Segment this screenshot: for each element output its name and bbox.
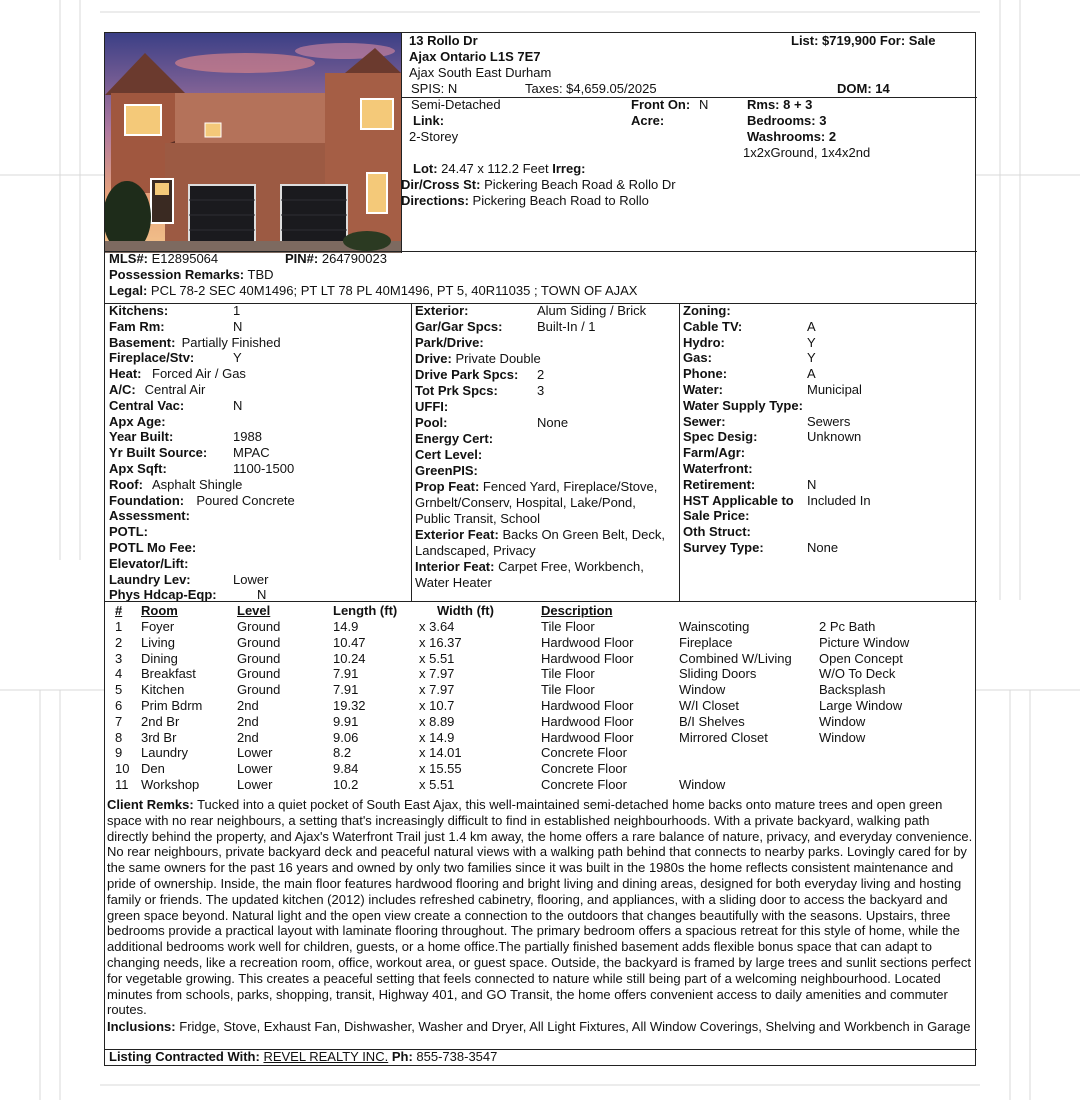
room-cell-d1: Concrete Floor [541,745,627,761]
room-cell-len: 9.84 [333,761,359,777]
room-cell-room: Kitchen [141,682,185,698]
room-cell-d1: Hardwood Floor [541,650,634,666]
utility-label: Cable TV: [683,318,743,334]
detail-value: Poured Concrete [196,492,295,508]
utility-value: A [807,318,816,334]
front-on-value: N [699,97,709,112]
possession-line [109,267,274,283]
room-cell-d2: Wainscoting [679,619,750,634]
room-cell-room: 3rd Br [141,729,177,745]
remarks-label: Client Remks: [107,797,194,812]
rooms-header: Description [541,603,613,618]
pool-label: Pool: [415,415,448,430]
exterior-value: Alum Siding / Brick [537,303,647,318]
directions-line [401,193,649,209]
spis: SPIS: N [411,81,458,96]
room-cell-d2: Window [679,777,726,792]
col-divider-2 [679,303,680,601]
room-cell-level: Lower [237,777,273,792]
room-cell-d2: Sliding Doors [679,666,757,682]
room-cell-level: 2nd [237,698,259,713]
room-cell-len: 7.91 [333,682,359,698]
room-cell-wid: x 7.97 [419,666,455,682]
room-cell-n: 9 [115,745,123,761]
address-line1: 13 Rollo Dr [409,33,478,48]
room-cell-d1: Tile Floor [541,682,595,698]
utility-value: None [807,540,839,555]
brokerage-link[interactable]: REVEL REALTY INC. [263,1049,389,1064]
days-on-market: DOM: 14 [837,81,890,96]
detail-label: Fireplace/Stv: [109,350,195,366]
room-cell-d2: Fireplace [679,634,733,650]
storeys: 2-Storey [409,129,459,144]
room-cell-wid: x 8.89 [419,713,455,729]
cross-street-value: Pickering Beach Road & Rollo Dr [484,177,676,192]
detail-value: Forced Air / Gas [152,366,246,382]
utility-label: Gas: [683,350,712,366]
room-cell-d2: Mirrored Closet [679,729,768,745]
prop-feat-label: Prop Feat: [415,479,480,494]
pool-value: None [537,415,569,430]
detail-label: A/C: [109,382,136,397]
cert-level-label: Cert Level: [415,447,483,462]
detail-label: Phys Hdcap-Eqp: [109,587,217,603]
room-cell-d3: Large Window [819,698,903,713]
pin-value: 264790023 [321,251,387,266]
inclusions-label: Inclusions: [107,1019,176,1034]
room-cell-room: Workshop [141,777,200,792]
room-cell-wid: x 14.01 [419,745,462,761]
prop-feat-line1 [415,479,657,495]
room-cell-d1: Tile Floor [541,666,595,682]
legal-line [109,283,637,299]
room-cell-room: Den [141,761,165,777]
utility-value: Municipal [807,382,862,397]
room-cell-len: 7.91 [333,666,359,682]
detail-value: 1 [233,303,241,318]
cross-street-label: Dir/Cross St: [401,177,481,192]
lot-value: 24.47 x 112.2 Feet [441,161,549,176]
room-cell-n: 2 [115,634,123,650]
room-cell-wid: x 16.37 [419,634,462,650]
utility-value: Included In [807,492,871,508]
legal-label: Legal: [109,283,148,298]
room-cell-d2: Window [679,682,726,698]
detail-label: Heat: [109,366,142,382]
utility-value: Y [807,334,816,350]
possession-label: Possession Remarks: [109,267,245,282]
rooms-header: Length (ft) [333,603,398,618]
phone-label: Ph: [391,1049,413,1064]
uffi-label: UFFI: [415,399,449,414]
detail-label: Laundry Lev: [109,571,191,587]
inclusions-text: Fridge, Stove, Exhaust Fan, Dishwasher, Washer and Dryer, All Light Fixtures, All Window Coverings, Shelving and Workbench in Garage [179,1019,971,1034]
room-cell-d3: Backsplash [819,682,886,698]
room-cell-room: 2nd Br [141,713,180,729]
room-cell-n: 5 [115,682,123,698]
property-photo [105,33,401,253]
utility-value: N [807,476,817,492]
detail-value: 1988 [233,429,262,445]
utility-label: Survey Type: [683,540,764,555]
rooms-header: Room [141,603,178,618]
ext-feat-text1: Backs On Green Belt, Deck, [502,527,666,542]
mls-line [109,251,218,267]
room-cell-room: Foyer [141,619,175,634]
room-cell-room: Prim Bdrm [141,698,203,713]
link-label: Link: [413,113,445,128]
room-cell-n: 10 [115,761,130,777]
utility-value: A [807,366,816,382]
room-cell-d1: Hardwood Floor [541,698,634,713]
rooms-header: Width (ft) [437,603,494,618]
detail-value: Y [233,350,242,366]
room-cell-d2: Combined W/Living [679,650,792,666]
ext-feat-label: Exterior Feat: [415,527,499,542]
room-cell-len: 14.9 [333,619,359,634]
mls-label: MLS#: [109,251,148,266]
listing-sheet [104,32,976,1066]
detail-label: Apx Age: [109,413,166,429]
total-parking-value: 3 [537,383,545,398]
utility-label: Water: [683,382,723,397]
listing-contract-line [109,1049,497,1065]
rooms-rule [105,601,977,602]
detail-label: Kitchens: [109,303,169,318]
detail-label: Assessment: [109,508,190,524]
room-cell-level: 2nd [237,713,259,729]
room-cell-room: Living [141,634,175,650]
room-cell-n: 1 [115,619,123,634]
remarks-text: Tucked into a quiet pocket of South East Ajax, this well-maintained semi-detached home backs onto mature trees and open green space with no rear neighbours, a setting that's increasingly difficult to find in established neighbourhoods. With a private backyard, walking path directly behind the property, and Ajax's Waterfront Trail just 1.4 km away, the home offers a rare balance of nature, privacy, and everyday convenience. No rear neighbours, private backyard deck and peaceful natural views with a walking path behind that connects to nearby parks. Lovingly cared for by the same owners for the past 16 years and owned by only two families since it was built in the 1980s the home reflects consistent maintenance and pride of ownership. Inside, the main floor features hardwood flooring and bright living and dining areas, designed for both everyday living and hosting family or friends. The updated kitchen (2012) includes refreshed cabinetry, flooring, and appliances, with a sliding door to access the backyard and green space beyond. Natural light and the open view create a connection to the outdoors that changes beautifully with the seasons. Upstairs, three bedrooms provide a practical layout with laminate flooring throughout. The primary bedroom offers a spacious retreat for this style of home, while the additional bedrooms work well for children, guests, or a home office.The partially finished basement adds flexible bonus space that can adapt to changing needs, like a recreation room, office, workout area, or guest space. Outside, the backyard is framed by large trees and sunlit sections perfect for vegetable growing. This creates a peaceful setting that feels connected to nature while still being part of a welcoming neighbourhood. Located minutes from schools, parks, shopping, transit, Highway 401, and GO Transit, the home offers convenient access to daily amenities and commuter routes. [107,797,973,1018]
utility-label: Water Supply Type: [683,397,803,413]
room-cell-level: Ground [237,682,281,698]
mls-value: E12895064 [151,251,219,266]
utility-label: Zoning: [683,303,731,318]
room-cell-n: 11 [115,777,129,792]
room-cell-len: 9.06 [333,729,359,745]
room-cell-d1: Hardwood Floor [541,634,634,650]
room-cell-d3: 2 Pc Bath [819,619,876,634]
pin-line [285,251,387,267]
drive-park-label: Drive Park Spcs: [415,367,519,382]
directions-value: Pickering Beach Road to Rollo [472,193,649,208]
room-cell-level: Lower [237,745,273,761]
energy-cert-label: Energy Cert: [415,431,494,446]
prop-feat-text2: Grnbelt/Conserv, Hospital, Lake/Pond, [415,495,636,510]
drive-label: Drive: [415,351,452,366]
detail-value: Central Air [144,382,206,397]
room-cell-len: 10.2 [333,777,359,792]
detail-value: Asphalt Shingle [152,476,243,492]
room-cell-d1: Hardwood Floor [541,713,634,729]
photo-divider [401,33,402,253]
room-cell-room: Dining [141,650,178,666]
garage-label: Gar/Gar Spcs: [415,319,503,334]
garage-value: Built-In / 1 [537,319,596,334]
room-cell-d1: Concrete Floor [541,777,627,792]
legal-value: PCL 78-2 SEC 40M1496; PT LT 78 PL 40M1496, PT 5, 40R11035 ; TOWN OF AJAX [150,283,638,298]
irreg-label: Irreg: [552,161,586,176]
room-cell-n: 7 [115,713,123,729]
detail-label: Fam Rm: [109,318,165,334]
room-cell-len: 10.24 [333,650,366,666]
park-drive-label: Park/Drive: [415,335,484,350]
washrooms: Washrooms: 2 [747,129,837,144]
greenpis-label: GreenPIS: [415,463,478,478]
room-cell-level: Ground [237,650,281,666]
area: Ajax South East Durham [409,65,552,80]
detail-label: Foundation: [109,492,185,508]
detail-label: Elevator/Lift: [109,555,189,571]
room-cell-room: Breakfast [141,666,196,682]
detail-label: Central Vac: [109,397,185,413]
room-cell-level: Ground [237,634,281,650]
room-cell-wid: x 7.97 [419,682,455,698]
utility-value: Unknown [807,429,862,445]
detail-value: MPAC [233,445,270,461]
exterior-label: Exterior: [415,303,469,318]
room-cell-wid: x 10.7 [419,698,455,713]
prop-feat-text1: Fenced Yard, Fireplace/Stove, [482,479,658,494]
inclusions [107,1019,973,1035]
drive-line [415,351,541,367]
property-type: Semi-Detached [411,97,501,112]
detail-label: Apx Sqft: [109,461,167,476]
drive-park-value: 2 [537,367,545,382]
room-cell-wid: x 14.9 [419,729,455,745]
room-cell-len: 8.2 [333,745,352,761]
ext-feat-text2: Landscaped, Privacy [415,543,536,558]
int-feat-text1: Carpet Free, Workbench, [498,559,644,574]
detail-label: POTL: [109,524,148,540]
utility-label: Waterfront: [683,461,753,476]
room-cell-n: 6 [115,698,123,713]
acre-label: Acre: [631,113,665,128]
detail-value: N [233,318,243,334]
cross-street-line [401,177,676,193]
utility-label: Sewer: [683,413,726,429]
address-line2: Ajax Ontario L1S 7E7 [409,49,541,64]
room-cell-d1: Concrete Floor [541,761,627,777]
utility-label: Oth Struct: [683,524,751,540]
detail-label: POTL Mo Fee: [109,540,197,555]
room-cell-d3: Open Concept [819,650,903,666]
utility-label: Hydro: [683,334,725,350]
utility-label: Retirement: [683,476,756,492]
detail-label: Basement: [109,334,176,350]
int-feat-text2: Water Heater [415,575,492,590]
room-cell-room: Laundry [141,745,188,761]
room-cell-level: Ground [237,666,281,682]
rooms-header: Level [237,603,271,618]
rooms-count: Rms: 8 + 3 [747,97,813,112]
phone-value: 855-738-3547 [416,1049,498,1064]
washroom-detail: 1x2xGround, 1x4x2nd [743,145,871,160]
room-cell-n: 4 [115,666,123,682]
room-cell-level: Lower [237,761,273,777]
room-cell-d1: Tile Floor [541,619,595,634]
list-price: List: $719,900 For: Sale [791,33,936,48]
lot-line [413,161,585,177]
utility-label: Spec Desig: [683,429,758,445]
ids-rule [105,251,977,252]
taxes: Taxes: $4,659.05/2025 [525,81,657,96]
int-feat-label: Interior Feat: [415,559,495,574]
room-cell-d3: Picture Window [819,634,910,650]
utility-value: Y [807,350,816,366]
utility-label: Phone: [683,366,728,382]
detail-value: Lower [233,571,269,587]
room-cell-wid: x 15.55 [419,761,462,777]
lot-label: Lot: [413,161,438,176]
room-cell-len: 9.91 [333,713,359,729]
int-feat-line1 [415,559,644,575]
room-cell-level: 2nd [237,729,259,745]
utility-label: HST Applicable to [683,492,794,508]
room-cell-wid: x 3.64 [419,619,455,634]
room-cell-n: 8 [115,729,123,745]
utility-value: Sewers [807,413,851,429]
directions-label: Directions: [401,193,469,208]
front-on-label: Front On: [631,97,691,112]
room-cell-n: 3 [115,650,123,666]
detail-value: 1100-1500 [233,461,295,476]
total-parking-label: Tot Prk Spcs: [415,383,498,398]
pin-label: PIN#: [285,251,319,266]
drive-value: Private Double [455,351,541,366]
rooms-header: # [115,603,123,618]
room-cell-d2: W/I Closet [679,698,739,713]
prop-feat-text3: Public Transit, School [415,511,541,526]
ext-feat-line1 [415,527,665,543]
detail-value: N [233,397,243,413]
room-cell-d1: Hardwood Floor [541,729,634,745]
detail-label: Yr Built Source: [109,445,208,461]
room-cell-d3: W/O To Deck [819,666,896,682]
possession-value: TBD [247,267,274,282]
detail-value: N [257,587,267,603]
room-cell-d2: B/I Shelves [679,713,745,729]
client-remarks [107,797,973,1018]
room-cell-wid: x 5.51 [419,777,455,792]
room-cell-d3: Window [819,729,866,745]
detail-value: Partially Finished [181,334,281,350]
detail-label: Year Built: [109,429,174,445]
room-cell-len: 19.32 [333,698,366,713]
room-cell-len: 10.47 [333,634,366,650]
utility-label: Sale Price: [683,508,750,524]
room-cell-level: Ground [237,619,281,634]
room-cell-wid: x 5.51 [419,650,455,666]
room-cell-d3: Window [819,713,866,729]
col-divider-1 [411,303,412,601]
contract-label: Listing Contracted With: [109,1049,260,1064]
utility-label: Farm/Agr: [683,445,746,461]
detail-label: Roof: [109,476,143,492]
bedrooms: Bedrooms: 3 [747,113,827,128]
